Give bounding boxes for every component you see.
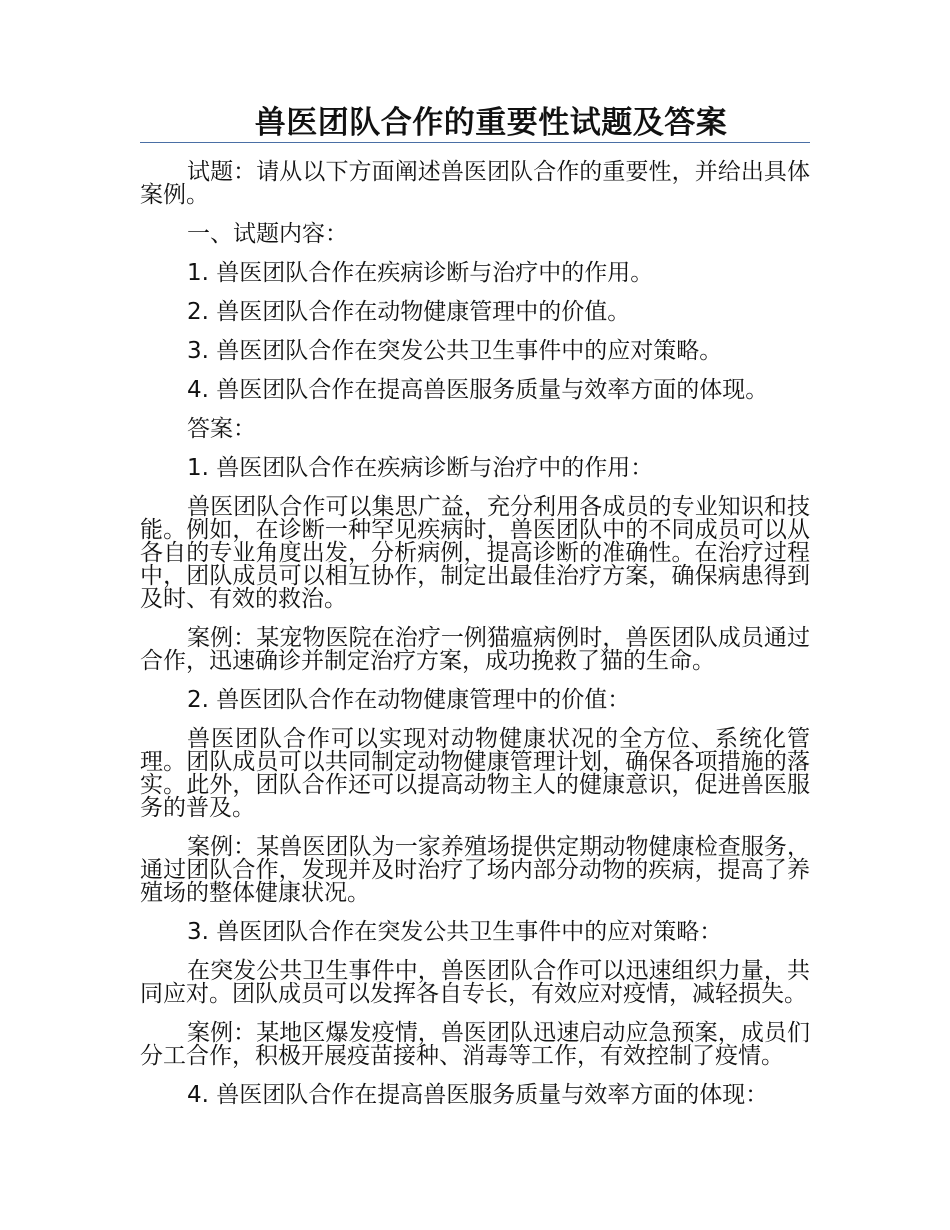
answer-3-heading: 3. 兽医团队合作在突发公共卫生事件中的应对策略： (187, 919, 723, 945)
answer-2-body: 兽医团队合作可以实现对动物健康状况的全方位、系统化管理。团队成员可以共同制定动物健康管理计划，确保各项措施的落实。此外，团队合作还可以提高动物主人的健康意识，促进兽医服务的普及。 (140, 726, 810, 821)
question-item: 4. 兽医团队合作在提高兽医服务质量与效率方面的体现。 (187, 377, 769, 403)
answer-1-case: 案例：某宠物医院在治疗一例猫瘟病例时，兽医团队成员通过合作，迅速确诊并制定治疗方案，成功挽救了猫的生命。 (140, 625, 810, 674)
answer-heading: 答案： (187, 416, 256, 442)
answer-4-heading: 4. 兽医团队合作在提高兽医服务质量与效率方面的体现： (187, 1082, 769, 1108)
answer-1-heading: 1. 兽医团队合作在疾病诊断与治疗中的作用： (187, 455, 654, 481)
question-intro: 试题：请从以下方面阐述兽医团队合作的重要性，并给出具体案例。 (140, 159, 810, 208)
document-page (140, 100, 810, 1123)
answer-3-body: 在突发公共卫生事件中，兽医团队合作可以迅速组织力量，共同应对。团队成员可以发挥各自专长，有效应对疫情，减轻损失。 (140, 958, 810, 1007)
section-content-heading: 一、试题内容： (187, 221, 348, 247)
document-title: 兽医团队合作的重要性试题及答案 (254, 105, 728, 141)
answer-2-heading: 2. 兽医团队合作在动物健康管理中的价值： (187, 687, 631, 713)
answer-3-case: 案例：某地区爆发疫情，兽医团队迅速启动应急预案，成员们分工合作，积极开展疫苗接种、消毒等工作，有效控制了疫情。 (140, 1020, 810, 1069)
question-item: 1. 兽医团队合作在疾病诊断与治疗中的作用。 (187, 260, 654, 286)
question-item: 2. 兽医团队合作在动物健康管理中的价值。 (187, 299, 631, 325)
answer-2-case: 案例：某兽医团队为一家养殖场提供定期动物健康检查服务，通过团队合作，发现并及时治疗了场内部分动物的疾病，提高了养殖场的整体健康状况。 (140, 834, 810, 906)
answer-1-body: 兽医团队合作可以集思广益，充分利用各成员的专业知识和技能。例如，在诊断一种罕见疾病时，兽医团队中的不同成员可以从各自的专业角度出发，分析病例，提高诊断的准确性。在治疗过程中，团队成员可以相互协作，制定出最佳治疗方案，确保病患得到及时、有效的救治。 (140, 494, 810, 612)
question-item: 3. 兽医团队合作在突发公共卫生事件中的应对策略。 (187, 338, 723, 364)
